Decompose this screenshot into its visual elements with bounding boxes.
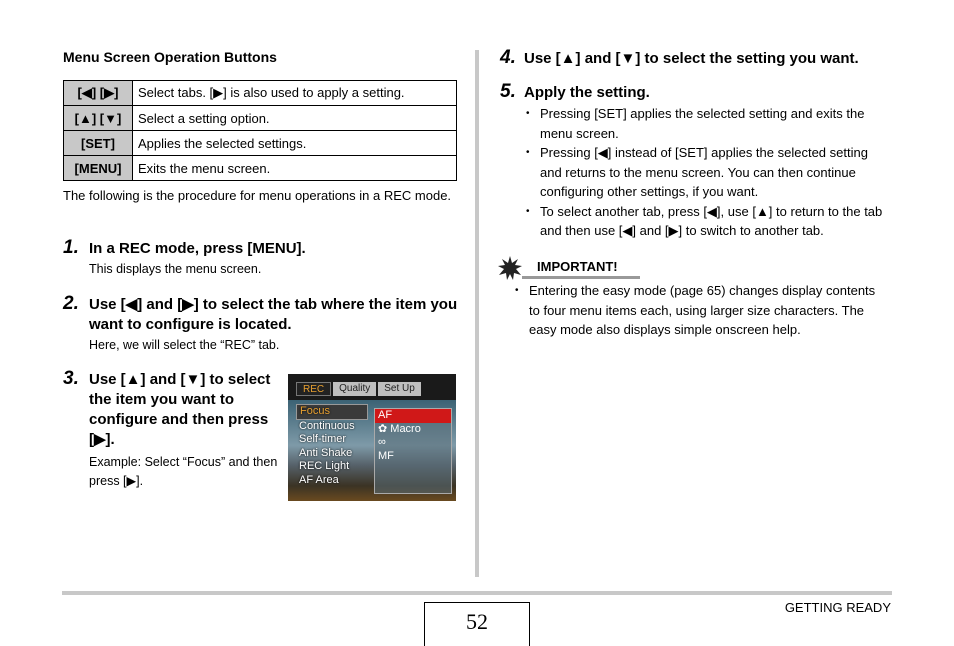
menu-item: REC Light (299, 460, 350, 472)
desc-cell: Select tabs. [▶] is also used to apply a setting. (133, 81, 457, 106)
buttons-table (63, 80, 457, 181)
camera-menu-list (296, 404, 368, 487)
tab-quality: Quality (333, 382, 376, 396)
column-divider (475, 50, 479, 577)
step-heading: Apply the setting. (524, 84, 650, 101)
list-item: • To select another tab, press [◀], use [▲] to return to the tab and then use [◀] and [▶] to switch to another tab. (524, 202, 892, 241)
step5-bullets (524, 104, 892, 241)
list-item: • Pressing [SET] applies the selected setting and exits the menu screen. (524, 104, 892, 143)
list-item: • Pressing [◀] instead of [SET] applies the selected setting and returns to the menu screen. You can then continue configuring other settings, if you want. (524, 143, 892, 202)
step-body: Here, we will select the “REC” tab. (89, 338, 280, 352)
option-macro (375, 423, 451, 437)
option-af: AF (375, 409, 451, 423)
menu-item: Self-timer (299, 433, 347, 445)
table-row (64, 131, 457, 156)
camera-tabs (296, 382, 421, 396)
important-label: IMPORTANT! (537, 259, 618, 274)
camera-menu-screenshot (288, 374, 456, 501)
desc-cell: Select a setting option. (133, 106, 457, 131)
step-number: 5. (500, 81, 516, 102)
step-heading: Use [▲] and [▼] to select the setting you want. (524, 50, 859, 67)
step-number: 1. (63, 237, 79, 258)
tab-set-up: Set Up (378, 382, 421, 396)
footer-divider (62, 591, 892, 595)
flower-icon: ✿ (378, 422, 391, 435)
step-number: 2. (63, 293, 79, 314)
desc-cell: Applies the selected settings. (133, 131, 457, 156)
key-cell: [▲] [▼] (64, 106, 133, 131)
step-body: Example: Select “Focus” and then press [▶]. (89, 455, 278, 488)
key-cell: [SET] (64, 131, 133, 156)
menu-item-focus: Focus (296, 404, 368, 420)
list-item: • Entering the easy mode (page 65) changes display contents to four menu items each, using larger size characters. The easy mode also displays simple onscreen help. (513, 281, 888, 340)
table-row (64, 106, 457, 131)
step-heading: Use [▲] and [▼] to select the item you want to configure and then press [▶]. (89, 371, 271, 448)
step-number: 4. (500, 47, 516, 68)
option-infinity: ∞ (378, 436, 386, 448)
step-heading: Use [◀] and [▶] to select the tab where the item you want to configure is located. (89, 296, 458, 333)
menu-item: Continuous (299, 419, 355, 432)
starburst-icon (498, 256, 522, 280)
important-underline (522, 276, 640, 279)
important-bullets (513, 281, 888, 340)
menu-item: Anti Shake (299, 446, 353, 459)
section-title: Menu Screen Operation Buttons (63, 49, 277, 65)
intro-text: The following is the procedure for menu operations in a REC mode. (63, 188, 452, 203)
option-mf: MF (378, 449, 394, 462)
section-footer: GETTING READY (784, 600, 891, 615)
step-body: This displays the menu screen. (89, 262, 262, 276)
menu-item: AF Area (299, 473, 339, 486)
desc-cell: Exits the menu screen. (133, 156, 457, 181)
step-heading: In a REC mode, press [MENU]. (89, 240, 306, 257)
step-number: 3. (63, 368, 79, 389)
tab-rec: REC (296, 382, 331, 396)
key-cell: [◀] [▶] (64, 81, 133, 106)
table-row (64, 156, 457, 181)
table-row (64, 81, 457, 106)
key-cell: [MENU] (64, 156, 133, 181)
option-label: Macro (390, 422, 421, 435)
camera-options-list (374, 408, 452, 494)
page-number: 52 (424, 602, 530, 646)
